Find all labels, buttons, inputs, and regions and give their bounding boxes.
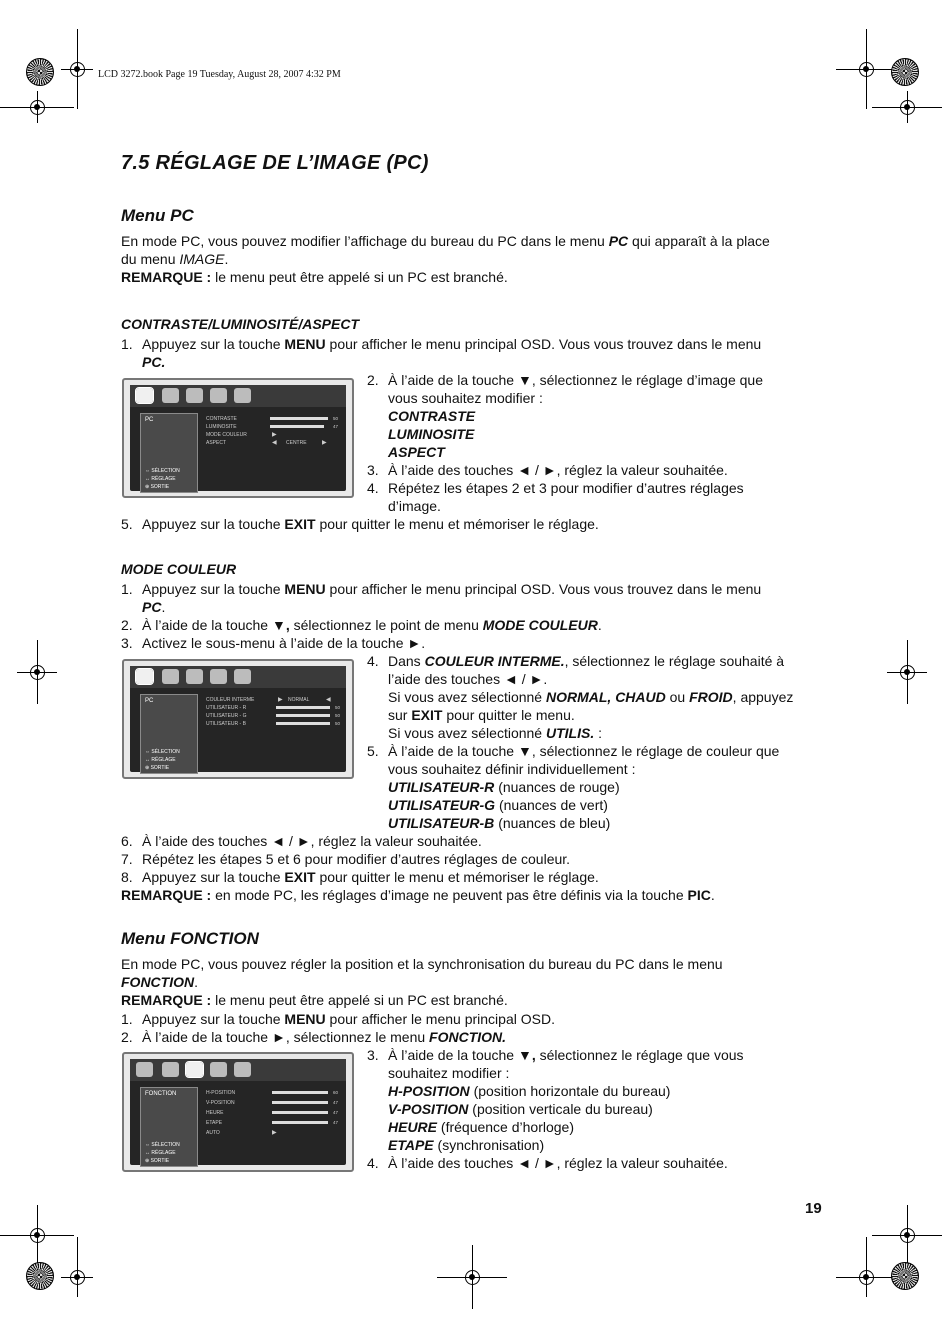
step-number: 1.: [121, 1011, 133, 1027]
osd-side-panel: [140, 694, 198, 774]
osd-level-value: 60: [333, 1090, 339, 1095]
osd-item: V-POSITION: [206, 1100, 235, 1106]
osd-level-bar: [272, 1101, 328, 1104]
right-arrow-icon: ▶: [272, 1130, 277, 1136]
step-text: souhaitez modifier :: [388, 1065, 510, 1081]
function-icon: [210, 1062, 227, 1077]
step-text: Dans COULEUR INTERME., sélectionnez le réglage souhaité à: [388, 653, 785, 669]
osd-side-panel: [140, 1087, 198, 1167]
osd-nav-hint: ⊕ SORTIE: [145, 484, 170, 490]
osd-item: UTILISATEUR - B: [206, 721, 246, 727]
source-icon: [234, 669, 251, 684]
page-number: 19: [805, 1200, 822, 1217]
option: CONTRASTE: [388, 408, 476, 424]
step-text: l’aide des touches ◄ / ►.: [388, 671, 548, 687]
sound-icon: [162, 388, 179, 403]
osd-item: UTILISATEUR - G: [206, 713, 247, 719]
step-text: Appuyez sur la touche EXIT pour quitter le menu et mémoriser le réglage.: [142, 869, 599, 885]
osd-level-bar: [270, 417, 328, 420]
osd-level-bar: [276, 714, 330, 717]
osd-nav-hint: ⊕ SORTIE: [145, 765, 170, 771]
left-arrow-icon: ◀: [326, 697, 331, 703]
step-number: 3.: [367, 1047, 379, 1063]
step-number: 5.: [367, 743, 379, 759]
step-text: Activez le sous-menu à l’aide de la touche ►.: [142, 635, 426, 651]
step-number: 1.: [121, 581, 133, 597]
step-text: À l’aide de la touche ▼, sélectionnez le réglage d’image que: [388, 372, 763, 388]
option: V-POSITION (position verticale du bureau): [388, 1101, 653, 1117]
step-number: 3.: [367, 462, 379, 478]
osd-menu-name: PC: [145, 417, 154, 423]
right-arrow-icon: ▶: [272, 432, 277, 438]
step-text: sur EXIT pour quitter le menu.: [388, 707, 575, 723]
step-number: 8.: [121, 869, 133, 885]
step-number: 2.: [121, 617, 133, 633]
print-header: LCD 3272.book Page 19 Tuesday, August 28, 2007 4:32 PM: [98, 69, 341, 80]
step-text: À l’aide des touches ◄ / ►, réglez la valeur souhaitée.: [388, 462, 728, 478]
osd-level-value: 50: [335, 705, 341, 710]
step-text: À l’aide de la touche ►, sélectionnez le menu FONCTION.: [142, 1029, 507, 1045]
step-number: 6.: [121, 833, 133, 849]
option: UTILISATEUR-B (nuances de bleu): [388, 815, 611, 831]
osd-menu-name: PC: [145, 698, 154, 704]
osd-level-value: 47: [333, 424, 339, 429]
section-heading-menu-pc: Menu PC: [121, 206, 194, 225]
paragraph-line: FONCTION.: [121, 974, 198, 990]
osd-screenshot-pc: [122, 378, 354, 498]
osd-item: AUTO: [206, 1130, 220, 1136]
color-target-mark: [891, 1262, 919, 1290]
osd-item: H-POSITION: [206, 1090, 236, 1096]
settings-icon: [186, 669, 203, 684]
step-number: 2.: [121, 1029, 133, 1045]
osd-item: ASPECT: [206, 440, 227, 446]
step-text: Si vous avez sélectionné UTILIS. :: [388, 725, 602, 741]
osd-level-bar: [276, 706, 330, 709]
image-icon: [136, 388, 153, 403]
source-icon: [234, 388, 251, 403]
osd-level-bar: [272, 1091, 328, 1094]
image-icon: [136, 1062, 153, 1077]
source-icon: [234, 1062, 251, 1077]
right-arrow-icon: ▶: [322, 440, 327, 446]
step-number: 7.: [121, 851, 133, 867]
osd-nav-hint: ↔ RÉGLAGE: [145, 476, 176, 482]
option: ETAPE (synchronisation): [388, 1137, 545, 1153]
step-text: vous souhaitez modifier :: [388, 390, 543, 406]
osd-level-value: 50: [333, 416, 339, 421]
remark-line: REMARQUE : le menu peut être appelé si un PC est branché.: [121, 269, 508, 285]
section-heading-menu-fonction: Menu FONCTION: [121, 929, 259, 948]
step-number: 4.: [367, 480, 379, 496]
osd-level-value: 47: [333, 1120, 339, 1125]
osd-item: COULEUR INTERME: [206, 697, 255, 703]
osd-item: MODE COULEUR: [206, 432, 247, 438]
option: UTILISATEUR-R (nuances de rouge): [388, 779, 620, 795]
step-number: 5.: [121, 516, 133, 532]
osd-level-bar: [272, 1111, 328, 1114]
step-text: d’image.: [388, 498, 441, 514]
option: UTILISATEUR-G (nuances de vert): [388, 797, 608, 813]
osd-level-bar: [270, 425, 324, 428]
osd-level-value: 47: [333, 1110, 339, 1115]
paragraph-line: du menu IMAGE.: [121, 251, 229, 267]
sound-icon: [162, 1062, 179, 1077]
osd-side-panel: [140, 413, 198, 493]
step-number: 3.: [121, 635, 133, 651]
osd-item: HEURE: [206, 1110, 224, 1116]
option: ASPECT: [388, 444, 445, 460]
right-arrow-icon: ▶: [278, 697, 283, 703]
step-text: Répétez les étapes 2 et 3 pour modifier d’autres réglages: [388, 480, 744, 496]
osd-nav-hint: ⇔ SÉLECTION: [145, 749, 180, 755]
remark-line: REMARQUE : en mode PC, les réglages d’image ne peuvent pas être définis via la touche PIC.: [121, 887, 715, 903]
color-target-mark: [26, 1262, 54, 1290]
step-text: À l’aide de la touche ▼, sélectionnez le point de menu MODE COULEUR.: [142, 617, 602, 633]
step-text: À l’aide de la touche ▼, sélectionnez le réglage que vous: [388, 1047, 744, 1063]
osd-level-value: 50: [335, 721, 341, 726]
step-text: Si vous avez sélectionné NORMAL, CHAUD ou FROID, appuyez: [388, 689, 794, 705]
osd-level-bar: [276, 722, 330, 725]
osd-nav-hint: ⇔ SÉLECTION: [145, 1142, 180, 1148]
osd-item: ETAPE: [206, 1120, 223, 1126]
step-text: À l’aide des touches ◄ / ►, réglez la valeur souhaitée.: [388, 1155, 728, 1171]
option: LUMINOSITE: [388, 426, 475, 442]
step-text: À l’aide de la touche ▼, sélectionnez le réglage de couleur que: [388, 743, 780, 759]
osd-nav-hint: ⇔ SÉLECTION: [145, 468, 180, 474]
step-text: Appuyez sur la touche MENU pour afficher le menu principal OSD. Vous vous trouvez dans le menu: [142, 336, 762, 352]
step-number: 4.: [367, 653, 379, 669]
remark-line: REMARQUE : le menu peut être appelé si un PC est branché.: [121, 992, 508, 1008]
step-text: Répétez les étapes 5 et 6 pour modifier d’autres réglages de couleur.: [142, 851, 571, 867]
paragraph-line: En mode PC, vous pouvez modifier l’affichage du bureau du PC dans le menu PC qui apparaît à la place: [121, 233, 770, 249]
color-target-mark: [891, 58, 919, 86]
osd-item: LUMINOSITE: [206, 424, 237, 430]
osd-level-bar: [272, 1121, 328, 1124]
step-text: À l’aide des touches ◄ / ►, réglez la valeur souhaitée.: [142, 833, 482, 849]
settings-icon: [186, 388, 203, 403]
paragraph-line: En mode PC, vous pouvez régler la position et la synchronisation du bureau du PC dans le menu: [121, 956, 723, 972]
subsection-heading-contraste: CONTRASTE/LUMINOSITÉ/ASPECT: [121, 316, 360, 332]
color-target-mark: [26, 58, 54, 86]
option: HEURE (fréquence d’horloge): [388, 1119, 574, 1135]
left-arrow-icon: ◀: [272, 440, 277, 446]
osd-nav-hint: ↔ RÉGLAGE: [145, 757, 176, 763]
step-text: Appuyez sur la touche EXIT pour quitter le menu et mémoriser le réglage.: [142, 516, 599, 532]
osd-screenshot-fonction: [122, 1052, 354, 1172]
step-text: PC.: [142, 599, 166, 615]
osd-aspect-value: CENTRE: [286, 440, 307, 446]
osd-mode-value: NORMAL: [288, 697, 310, 703]
step-text: PC.: [142, 354, 166, 370]
osd-level-value: 47: [333, 1100, 339, 1105]
osd-nav-hint: ↔ RÉGLAGE: [145, 1150, 176, 1156]
image-icon: [136, 669, 153, 684]
option: H-POSITION (position horizontale du bureau): [388, 1083, 671, 1099]
osd-item: UTILISATEUR - R: [206, 705, 247, 711]
step-text: vous souhaitez définir individuellement :: [388, 761, 636, 777]
step-text: Appuyez sur la touche MENU pour afficher le menu principal OSD. Vous vous trouvez dans le menu: [142, 581, 762, 597]
step-number: 4.: [367, 1155, 379, 1171]
osd-level-value: 50: [335, 713, 341, 718]
page-title: 7.5 RÉGLAGE DE L’IMAGE (PC): [121, 152, 429, 174]
osd-menu-name: FONCTION: [145, 1091, 177, 1097]
settings-icon: [186, 1062, 203, 1077]
sound-icon: [162, 669, 179, 684]
step-number: 1.: [121, 336, 133, 352]
function-icon: [210, 669, 227, 684]
osd-item: CONTRASTE: [206, 416, 237, 422]
step-number: 2.: [367, 372, 379, 388]
step-text: Appuyez sur la touche MENU pour afficher le menu principal OSD.: [142, 1011, 555, 1027]
osd-screenshot-mode-couleur: [122, 659, 354, 779]
function-icon: [210, 388, 227, 403]
subsection-heading-mode-couleur: MODE COULEUR: [121, 561, 237, 577]
osd-nav-hint: ⊕ SORTIE: [145, 1158, 170, 1164]
